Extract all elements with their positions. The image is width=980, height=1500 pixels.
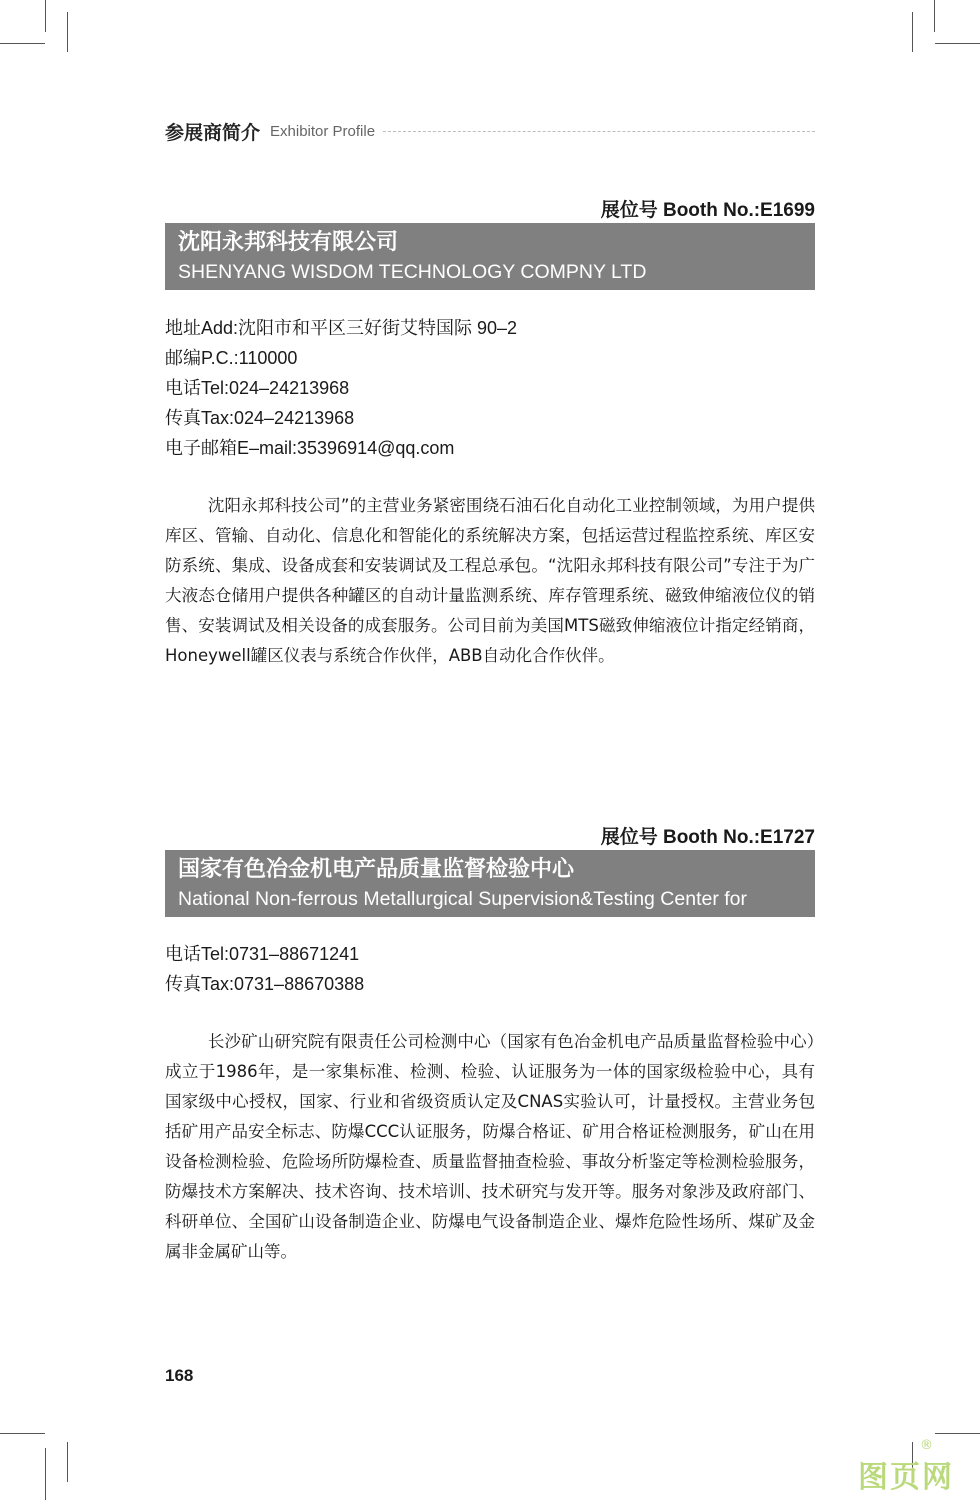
exhibitor-title-bar: [165, 223, 815, 290]
phone-line: 电话Tel:024–24213968: [165, 378, 350, 398]
contact-block: [165, 939, 815, 999]
header-dashed-rule: [383, 131, 815, 132]
fax-line: 传真Tax:024–24213968: [165, 408, 355, 428]
section-title-cn: 参展商简介: [165, 121, 261, 144]
contact-block: [165, 313, 815, 463]
postcode-line: 邮编P.C.:110000: [165, 348, 298, 368]
section-title-en: Exhibitor Profile: [270, 122, 376, 140]
phone-line: 电话Tel:0731–88671241: [165, 944, 360, 964]
company-name-en: National Non-ferrous Metallurgical Supervision&Testing Center for: [178, 888, 748, 910]
crop-mark: [0, 43, 45, 44]
watermark-logo: [858, 1438, 954, 1496]
crop-mark: [0, 1433, 45, 1434]
email-line: 电子邮箱E–mail:35396914@qq.com: [165, 438, 455, 458]
company-description: 沈阳永邦科技公司”的主营业务紧密围绕石油石化自动化工业控制领域，为用户提供库区、管输、自动化、信息化和智能化的系统解决方案，包括运营过程监控系统、库区安防系统、集成、设备成套和安装调试及工程总承包。“沈阳永邦科技有限公司”专注于为广大液态仓储用户提供各种罐区的自动计量监测系统、库存管理系统、磁致伸缩液位仪的销售、安装调试及相关设备的成套服务。公司目前为美国MTS磁致伸缩液位计指定经销商，Honeywell罐区仪表与系统合作伙伴，ABB自动化合作伙伴。: [165, 496, 815, 665]
watermark-text: 图页网: [858, 1460, 954, 1495]
address-line: 地址Add:沈阳市和平区三好街艾特国际 90–2: [165, 318, 518, 338]
crop-mark: [912, 12, 913, 52]
crop-mark: [67, 1442, 68, 1482]
crop-mark: [67, 12, 68, 52]
company-name-cn: 国家有色冶金机电产品质量监督检验中心: [178, 857, 575, 882]
booth-number: 展位号 Booth No.:E1699: [600, 200, 815, 221]
company-name-en: SHENYANG WISDOM TECHNOLOGY COMPNY LTD: [178, 261, 647, 283]
crop-mark: [45, 0, 46, 32]
crop-mark: [935, 1433, 980, 1434]
company-name-cn: 沈阳永邦科技有限公司: [178, 230, 399, 255]
fax-line: 传真Tax:0731–88670388: [165, 974, 365, 994]
section-header: [165, 117, 815, 145]
crop-mark: [935, 43, 980, 44]
booth-number: 展位号 Booth No.:E1727: [600, 827, 815, 848]
page-number: 168: [165, 1366, 194, 1385]
crop-mark: [934, 0, 935, 32]
registered-mark: ®: [920, 1438, 933, 1453]
company-description: 长沙矿山研究院有限责任公司检测中心（国家有色冶金机电产品质量监督检验中心）成立于1986年，是一家集标准、检测、检验、认证服务为一体的国家级检验中心，具有国家级中心授权，国家、行业和省级资质认定及CNAS实验认可，计量授权。主营业务包括矿用产品安全标志、防爆CCC认证服务，防爆合格证、矿用合格证检测服务，矿山在用设备检测检验、危险场所防爆检查、质量监督抽查检验、事故分析鉴定等检测检验服务，防爆技术方案解决、技术咨询、技术培训、技术研究与发开等。服务对象涉及政府部门、科研单位、全国矿山设备制造企业、防爆电气设备制造企业、爆炸危险性场所、煤矿及金属非金属矿山等。: [165, 1032, 815, 1261]
crop-mark: [45, 1448, 46, 1500]
exhibitor-title-bar: [165, 850, 815, 917]
